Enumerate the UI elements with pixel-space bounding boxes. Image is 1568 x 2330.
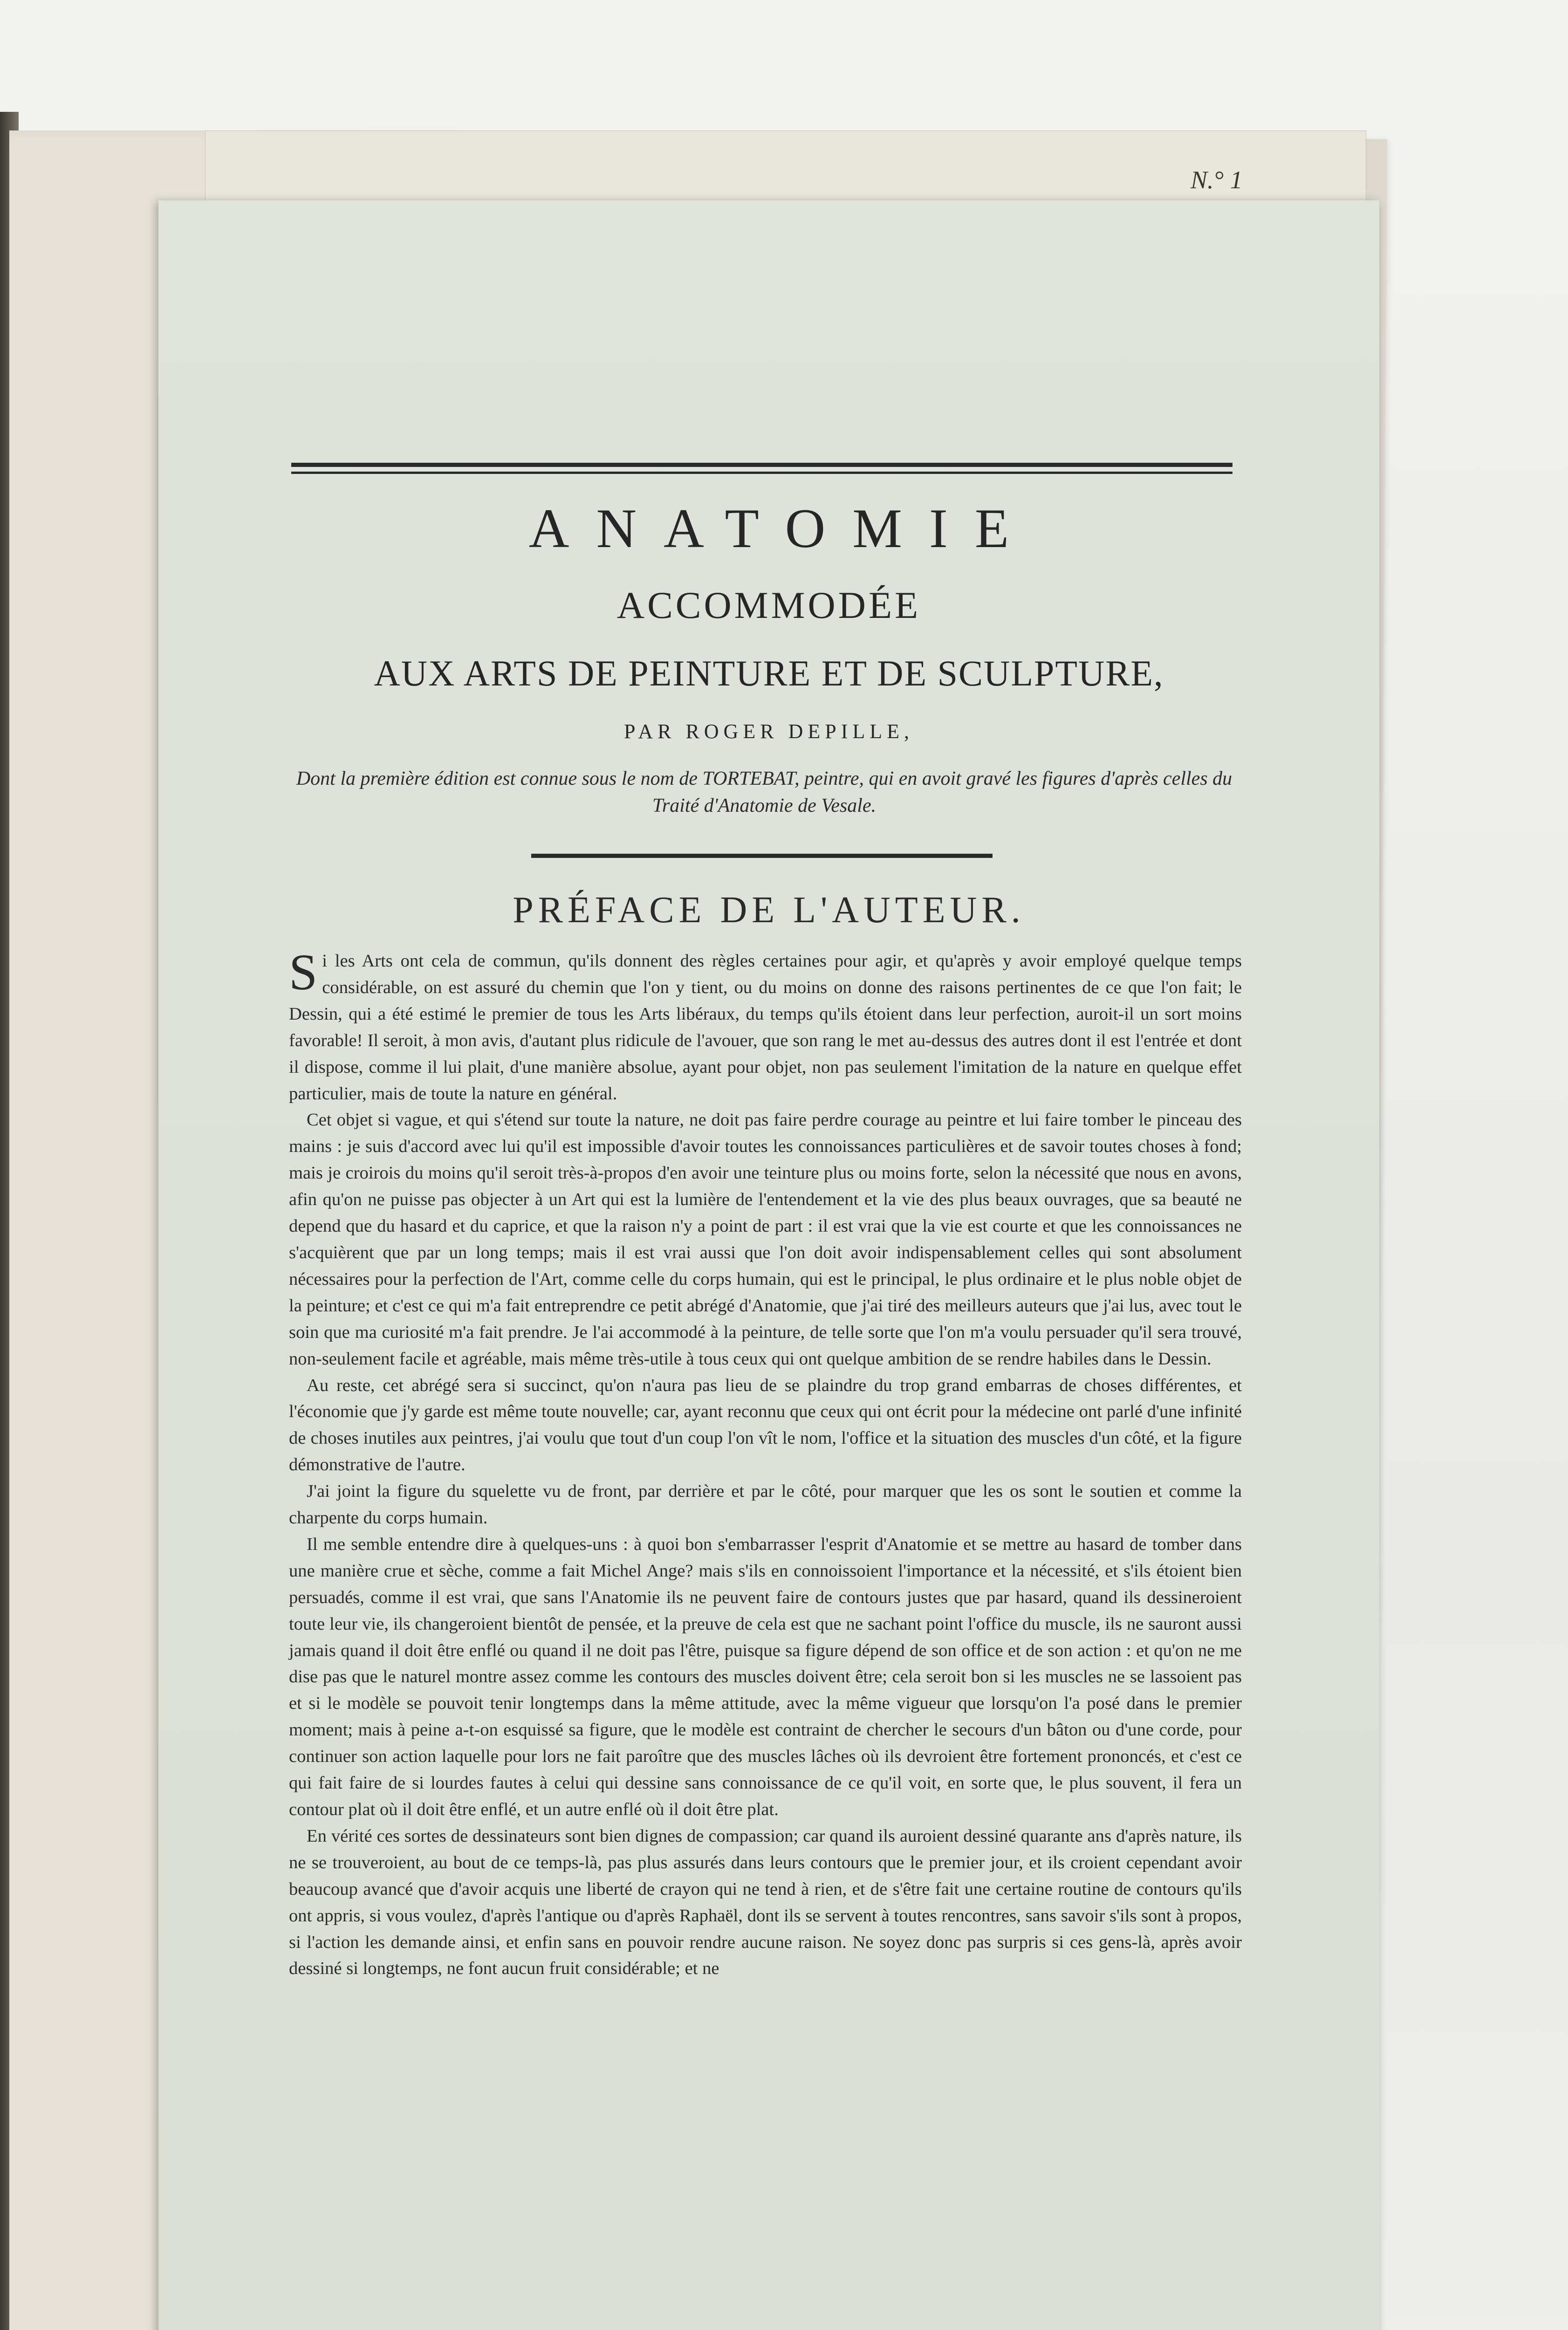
divider-rule xyxy=(531,854,993,858)
title-accommodee: ACCOMMODÉE xyxy=(616,584,921,626)
paragraph xyxy=(289,944,1242,1107)
paragraph: Il me semble entendre dire à quelques-uns : à quoi bon s'embarrasser l'esprit d'Anatomie et se mettre au hasard de tomber dans une manière crue et sèche, comme a fait Michel Ange? mais s'ils en connoissoient l'importance et la nécessité, et s'ils étoient bien persuadés, comme il est vrai, que sans l'Anatomie ils ne peuvent faire de contours justes que par hasard, quand ils dessineroient toute leur vie, ils changeroient bientôt de pensée, et la preuve de cela est que ne sachant point l'office du muscle, ils ne sauront aussi jamais quand il doit être enflé ou quand il ne doit pas l'être, puisque sa figure dépend de son office et de son action : et qu'on ne me dise pas que le naturel montre assez comme les contours des muscles doivent être; cela seroit bon si les muscles ne se lassoient pas et si le modèle se pouvoit tenir longtemps dans la même attitude, avec la même vigueur que lorsqu'on l'a posé dans le premier moment; mais à peine a-t-on esquissé sa figure, que le modèle est contraint de chercher le secours d'un bâton ou d'une corde, pour continuer son action laquelle pour lors ne fait paroître que des muscles lâches où ils devroient être fortement prononcés, et c'est ce qui fait faire de si lourdes fautes à celui qui dessine sans connoissance de ce qu'il voit, en sorte que, le plus souvent, il fera un contour plat où il doit être enflé, et un autre enflé où il doit être plat. xyxy=(289,1534,1242,1819)
top-double-rule xyxy=(291,463,1232,474)
paragraph: En vérité ces sortes de dessinateurs sont bien dignes de compassion; car quand ils auroient dessiné quarante ans d'après nature, ils ne se trouveroient, au bout de ce temps-là, pas plus assurés dans leurs contours que le premier jour, et ils croient cependant avoir beaucoup avancé que d'avoir acquis une liberté de crayon qui ne tend à rien, et de s'être fait une certaine routine de contours qu'ils ont appris, si vous voulez, d'après l'antique ou d'après Raphaël, dont ils se servent à toutes rencontres, sans savoir s'ils sont à propos, si l'action les demande ainsi, et enfin sans en pouvoir rendre aucune raison. Ne soyez donc pas surpris si ces gens-là, après avoir dessiné si longtemps, ne font aucun fruit considérable; et ne xyxy=(289,1826,1242,1979)
paragraph: Au reste, cet abrégé sera si succinct, qu'on n'aura pas lieu de se plaindre du trop grand embarras de choses différentes, et l'économie que j'y garde est même toute nouvelle; car, ayant reconnu que ceux qui ont écrit pour la médecine ont parlé d'une infinité de choses inutiles aux peintres, j'ai voulu que tout d'un coup l'on vît le nom, l'office et la situation des muscles d'un côté, et la figure démonstrative de l'autre. xyxy=(289,1375,1242,1475)
preface-body xyxy=(289,944,1242,1982)
paragraph: Cet objet si vague, et qui s'étend sur toute la nature, ne doit pas faire perdre courage au peintre et lui faire tomber le pinceau des mains : je suis d'accord avec lui qu'il est impossible d'avoir toutes les connoissances particulières et de savoir toutes choses à fond; mais je croirois du moins qu'il seroit très-à-propos d'en avoir une teinture plus ou moins forte, selon la nécessité que nous en avons, afin qu'on ne puisse pas objecter à un Art qui est la lumière de l'entendement et la vie des plus beaux ouvrages, que sa beauté ne depend que du hasard et du caprice, et que la raison n'y a point de part : il est vrai que la vie est courte et que les connoissances ne s'acquièrent que par un long temps; mais il est vrai aussi que l'on doit avoir indispensablement celles qui sont absolument nécessaires pour la perfection de l'Art, comme celle du corps humain, qui est le principal, le plus ordinaire et le plus noble objet de la peinture; et c'est ce qui m'a fait entreprendre ce petit abrégé d'Anatomie, que j'ai tiré des meilleurs auteurs que j'ai lus, avec tout le soin que ma curiosité m'a fait prendre. Je l'ai accommodé à la peinture, de telle sorte que l'on m'a voulu persuader qu'il sera trouvé, non-seulement facile et agréable, mais même très-utile à tous ceux qui ont quelque ambition de se rendre habiles dans le Dessin. xyxy=(289,1110,1242,1369)
title-anatomie: ANATOMIE xyxy=(528,497,1036,559)
plate-number: N.° 1 xyxy=(1191,166,1243,194)
title-page xyxy=(158,200,1379,2330)
edition-note: Dont la première édition est connue sous le nom de TORTEBAT, peintre, qui en avoit gravé les figures d'après celles du Traité d'Anatomie de Vesale. xyxy=(296,768,1232,816)
title-subtitle: AUX ARTS DE PEINTURE ET DE SCULPTURE, xyxy=(374,653,1164,693)
preface-title: PRÉFACE DE L'AUTEUR. xyxy=(513,890,1025,931)
paragraph-text: i les Arts ont cela de commun, qu'ils donnent des règles certaines pour agir, et qu'après y avoir employé quelque temps considérable, on est assuré du chemin que l'on y tient, ou du moins on donne des raisons pertinentes de ce que l'on fait; le Dessin, qui a été estimé le premier de tous les Arts libéraux, du temps qu'ils étoient dans leur perfection, auroit-il un sort moins favorable! Il seroit, à mon avis, d'autant plus ridicule de l'avouer, que son rang le met au-dessus des autres dont il est l'entrée et dont il dispose, comme il lui plait, d'une manière absolue, ayant pour objet, non pas seulement l'imitation de la nature en quelque effet particulier, mais de toute la nature en général. xyxy=(289,951,1242,1103)
author-line: PAR ROGER DEPILLE, xyxy=(623,720,914,743)
paragraph: J'ai joint la figure du squelette vu de front, par derrière et par le côté, pour marquer que les os sont le soutien et comme la charpente du corps humain. xyxy=(289,1481,1242,1528)
drop-cap: S xyxy=(289,944,318,1001)
